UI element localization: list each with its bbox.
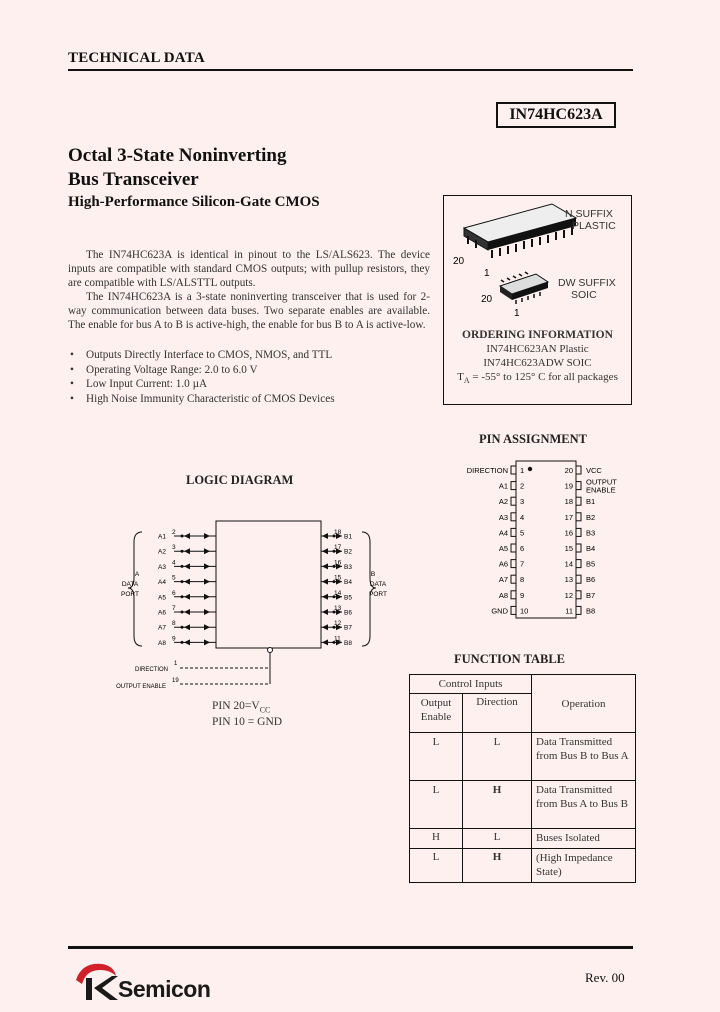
control-inputs-header: Control Inputs: [410, 675, 532, 694]
b-pin-name: B8: [344, 639, 352, 647]
pin-num-left: 6: [520, 544, 525, 553]
pin-name-right: B3: [586, 528, 596, 538]
pin-stub: [511, 575, 516, 583]
pin-name-right: OUTPUT ENABLE: [586, 477, 617, 495]
header-rule: [68, 69, 633, 71]
pin-num-right: 15: [564, 544, 573, 553]
part-number-box: IN74HC623A: [496, 102, 616, 128]
a-junction-dot: [181, 535, 184, 538]
a-pin-name: A8: [158, 639, 166, 647]
b-port-port: PORT: [369, 591, 387, 598]
a-pin-name: A3: [158, 563, 166, 571]
table-cell-dir: H: [463, 849, 532, 883]
b-pin-num: 11: [334, 635, 341, 643]
a-arrow-icon: [184, 624, 190, 630]
a-arrow-icon: [184, 533, 190, 539]
b-pin-name: B6: [344, 609, 352, 617]
logic-diagram: [110, 518, 400, 693]
a-port-brace: [128, 532, 142, 646]
dip-pin20-label: 20: [453, 256, 465, 267]
b-pin-name: B2: [344, 548, 352, 556]
function-table-title: FUNCTION TABLE: [454, 652, 566, 666]
a-port-data: DATA: [121, 581, 139, 588]
b-pin-num: 13: [334, 605, 342, 612]
pin-name-left: A6: [498, 559, 508, 569]
pin-name-right: B1: [586, 497, 596, 507]
soic-pin1-label: 1: [514, 308, 520, 319]
b-arrow-icon: [322, 639, 328, 645]
pin-stub: [576, 482, 581, 490]
table-header-row: [410, 675, 636, 694]
table-cell-op: Data Transmitted from Bus B to Bus A: [532, 733, 636, 781]
pin-stub: [576, 497, 581, 505]
a-arrow-icon: [204, 563, 210, 569]
pin-num-left: 7: [520, 559, 525, 569]
header-title: TECHNICAL DATA: [68, 50, 205, 66]
pin-num-right: 20: [564, 466, 573, 475]
pin-stub: [511, 560, 516, 568]
package-drawings: [444, 196, 631, 326]
pin-stub: [511, 466, 516, 474]
pin-num-left: 1: [520, 466, 525, 475]
a-pin-num: 7: [172, 605, 176, 612]
pin1-dot-icon: [528, 467, 532, 471]
output-enable-header: Output Enable: [410, 694, 463, 733]
b-pin-name: B7: [344, 624, 352, 632]
logic-ic-body: [216, 521, 321, 648]
b-arrow-icon: [322, 563, 328, 569]
a-arrow-icon: [184, 609, 190, 615]
b-port-letter: B: [370, 571, 376, 578]
a-junction-dot: [181, 641, 184, 644]
description-paragraph-1: The IN74HC623A is identical in pinout to the LS/ALS623. The device inputs are compatible with standard CMOS outputs; with pullup resistors, they are compatible with LS/ALSTTL outputs.: [68, 249, 430, 289]
direction-label: DIRECTION: [135, 667, 168, 673]
dip-package-image: [464, 204, 576, 258]
table-cell-op: Data Transmitted from Bus A to Bus B: [532, 781, 636, 829]
pin-name-right: VCC: [586, 466, 602, 475]
a-pin-name: A5: [158, 594, 166, 602]
a-pin-num: 3: [172, 544, 176, 552]
n-suffix-label: N SUFFIX: [565, 208, 613, 220]
pin-assignment-title: PIN ASSIGNMENT: [479, 432, 588, 446]
pin-stub: [576, 575, 581, 583]
pin-stub: [511, 482, 516, 490]
output-enable-label: OUTPUT ENABLE: [116, 684, 166, 690]
pin-num-right: 19: [564, 481, 573, 491]
title-line-2: Bus Transceiver: [68, 169, 199, 190]
power-pins-note: [212, 700, 282, 729]
pin-num-left: 10: [520, 606, 529, 616]
pin-num-right: 14: [564, 559, 573, 569]
pin-num-left: 2: [520, 481, 525, 491]
a-arrow-icon: [204, 533, 210, 539]
a-junction-dot: [181, 550, 184, 553]
pin-stub: [576, 466, 581, 474]
revision-label: Rev. 00: [585, 970, 625, 985]
a-pin-num: 4: [172, 559, 176, 567]
pin-num-right: 13: [564, 575, 573, 585]
function-table: [409, 674, 636, 883]
pin-name-right: B8: [586, 606, 596, 616]
pin-stub: [576, 544, 581, 552]
pin-name-right: B4: [586, 544, 596, 553]
feature-item: • Operating Voltage Range: 2.0 to 6.0 V: [70, 363, 335, 378]
a-arrow-icon: [204, 639, 210, 645]
feature-list: [70, 348, 335, 406]
feature-item: • Low Input Current: 1.0 µA: [70, 377, 335, 392]
pin-num-right: 12: [564, 590, 573, 600]
a-pin-name: A6: [158, 609, 166, 617]
b-pin-name: B4: [344, 579, 352, 587]
a-arrow-icon: [204, 548, 210, 554]
pin-name-left: GND: [491, 606, 508, 616]
n-type-label: PLASTIC: [572, 220, 616, 232]
b-pin-num: 18: [334, 529, 342, 536]
a-junction-dot: [181, 611, 184, 614]
pin-stub: [576, 513, 581, 521]
title-line-1: Octal 3-State Noninverting: [68, 145, 287, 166]
table-cell-dir: H: [463, 781, 532, 829]
pin-assignment-diagram: [440, 458, 640, 622]
description: [68, 248, 430, 332]
pin-name-left: A1: [498, 481, 508, 491]
b-port-data: DATA: [369, 581, 387, 588]
description-paragraph-2: The IN74HC623A is a 3-state noninverting transceiver that is used for 2-way communication between data buses. Two separate enables are available. The enable for bus A to B is active-high, the enable for bus B to A is active-low.: [68, 291, 430, 331]
table-row: [410, 829, 636, 849]
pin-num-left: 9: [520, 590, 525, 600]
pin-stub: [511, 606, 516, 614]
table-cell-oe: L: [410, 733, 463, 781]
a-port-letter: A: [134, 571, 140, 578]
soic-package-image: [500, 272, 548, 304]
a-arrow-icon: [184, 563, 190, 569]
pin-stub: [511, 528, 516, 536]
feature-item: • High Noise Immunity Characteristic of CMOS Devices: [70, 392, 335, 407]
a-arrow-icon: [184, 639, 190, 645]
pin-stub: [511, 497, 516, 505]
b-pin-num: 14: [334, 589, 342, 597]
pin-name-left: A2: [498, 497, 508, 507]
a-pin-name: A1: [158, 533, 166, 541]
pin-num-left: 3: [520, 497, 525, 507]
pin-name-left: A8: [498, 590, 508, 600]
a-pin-name: A2: [158, 548, 166, 556]
b-arrow-icon: [322, 624, 328, 630]
dw-type-label: SOIC: [571, 289, 597, 301]
pin-num-right: 18: [564, 497, 573, 507]
table-cell-op: (High Impedance State): [532, 849, 636, 883]
table-cell-op: Buses Isolated: [532, 829, 636, 849]
pin-stub: [511, 544, 516, 552]
pin-name-left: A4: [498, 528, 508, 538]
pin10-note: PIN 10 = GND: [212, 716, 283, 729]
temp-text: = -55° to 125° C for all packages: [469, 371, 618, 383]
pin-num-right: 17: [564, 512, 573, 522]
table-cell-dir: L: [463, 733, 532, 781]
table-cell-oe: L: [410, 849, 463, 883]
pin-name-left: DIRECTION: [466, 466, 508, 475]
temperature-range: [444, 371, 631, 385]
logic-diagram-title: LOGIC DIAGRAM: [186, 473, 294, 487]
a-junction-dot: [181, 580, 184, 583]
pin20-note: [212, 700, 282, 716]
table-cell-oe: L: [410, 781, 463, 829]
a-arrow-icon: [184, 579, 190, 585]
pin-name-right: B2: [586, 512, 596, 522]
pin-stub: [511, 513, 516, 521]
a-pin-name: A7: [158, 624, 166, 632]
b-arrow-icon: [322, 594, 328, 600]
soic-pin20-label: 20: [481, 294, 493, 305]
b-pin-num: 16: [334, 559, 342, 567]
temp-subscript: A: [463, 376, 470, 386]
ordering-line-2: IN74HC623ADW SOIC: [483, 357, 592, 369]
pin-stub: [511, 591, 516, 599]
pin-name-right: B6: [586, 575, 596, 585]
footer-rule: [68, 946, 633, 949]
pin-name-left: A3: [498, 512, 508, 522]
operation-header: Operation: [532, 675, 636, 733]
table-row: [410, 849, 636, 883]
a-junction-dot: [181, 565, 184, 568]
a-pin-num: 6: [172, 589, 176, 597]
a-arrow-icon: [204, 624, 210, 630]
table-row: [410, 781, 636, 829]
pin-stub: [576, 560, 581, 568]
pin-name-right: B7: [586, 590, 596, 600]
b-pin-name: B5: [344, 594, 352, 602]
pin-name-left: A7: [498, 575, 508, 585]
pin20-text: PIN 20=V: [212, 700, 260, 712]
direction-header: Direction: [463, 694, 532, 733]
company-logo-icon: [72, 958, 120, 1002]
a-pin-num: 8: [172, 620, 176, 628]
pin-name-left: A5: [498, 544, 508, 553]
dw-suffix-label: DW SUFFIX: [558, 277, 616, 289]
a-pin-num: 5: [172, 574, 176, 582]
pin20-sub: CC: [259, 705, 271, 715]
a-arrow-icon: [204, 594, 210, 600]
ordering-title: ORDERING INFORMATION: [462, 329, 613, 341]
dip-pin1-label: 1: [484, 268, 490, 279]
a-port-port: PORT: [121, 591, 139, 598]
b-arrow-icon: [322, 609, 328, 615]
b-arrow-icon: [322, 533, 328, 539]
b-pin-num: 17: [334, 544, 342, 552]
pin-num-right: 11: [565, 606, 573, 616]
pin-num-right: 16: [564, 528, 573, 538]
b-port-brace: [362, 532, 376, 646]
a-arrow-icon: [184, 548, 190, 554]
a-junction-dot: [181, 595, 184, 598]
enable-bubble-icon: [268, 648, 273, 653]
b-pin-num: 12: [334, 620, 342, 628]
pin-stub: [576, 606, 581, 614]
a-pin-num: 9: [172, 635, 176, 643]
b-arrow-icon: [322, 579, 328, 585]
table-cell-oe: H: [410, 829, 463, 849]
b-pin-name: B1: [344, 533, 352, 541]
company-name: Semicon: [118, 976, 211, 1002]
table-row: [410, 733, 636, 781]
pin-num-left: 5: [520, 528, 525, 538]
document-subtitle: High-Performance Silicon-Gate CMOS: [68, 194, 320, 210]
a-pin-name: A4: [158, 579, 166, 587]
pin-name-right: B5: [586, 559, 596, 569]
b-arrow-icon: [322, 548, 328, 554]
ordering-line-1: IN74HC623AN Plastic: [486, 343, 589, 355]
pin-stub: [576, 591, 581, 599]
b-pin-name: B3: [344, 563, 352, 571]
feature-item: • Outputs Directly Interface to CMOS, NMOS, and TTL: [70, 348, 335, 363]
output-enable-pin-num: 19: [172, 678, 179, 684]
a-junction-dot: [181, 626, 184, 629]
pin-num-left: 8: [520, 575, 525, 585]
a-arrow-icon: [204, 579, 210, 585]
a-pin-num: 2: [172, 529, 176, 536]
pin-num-left: 4: [520, 512, 525, 522]
pin-stub: [576, 528, 581, 536]
a-arrow-icon: [204, 609, 210, 615]
a-arrow-icon: [184, 594, 190, 600]
b-pin-num: 15: [334, 574, 342, 582]
document-title: [68, 144, 286, 192]
table-cell-dir: L: [463, 829, 532, 849]
temp-symbol: T: [457, 371, 464, 383]
direction-pin-num: 1: [174, 661, 178, 667]
